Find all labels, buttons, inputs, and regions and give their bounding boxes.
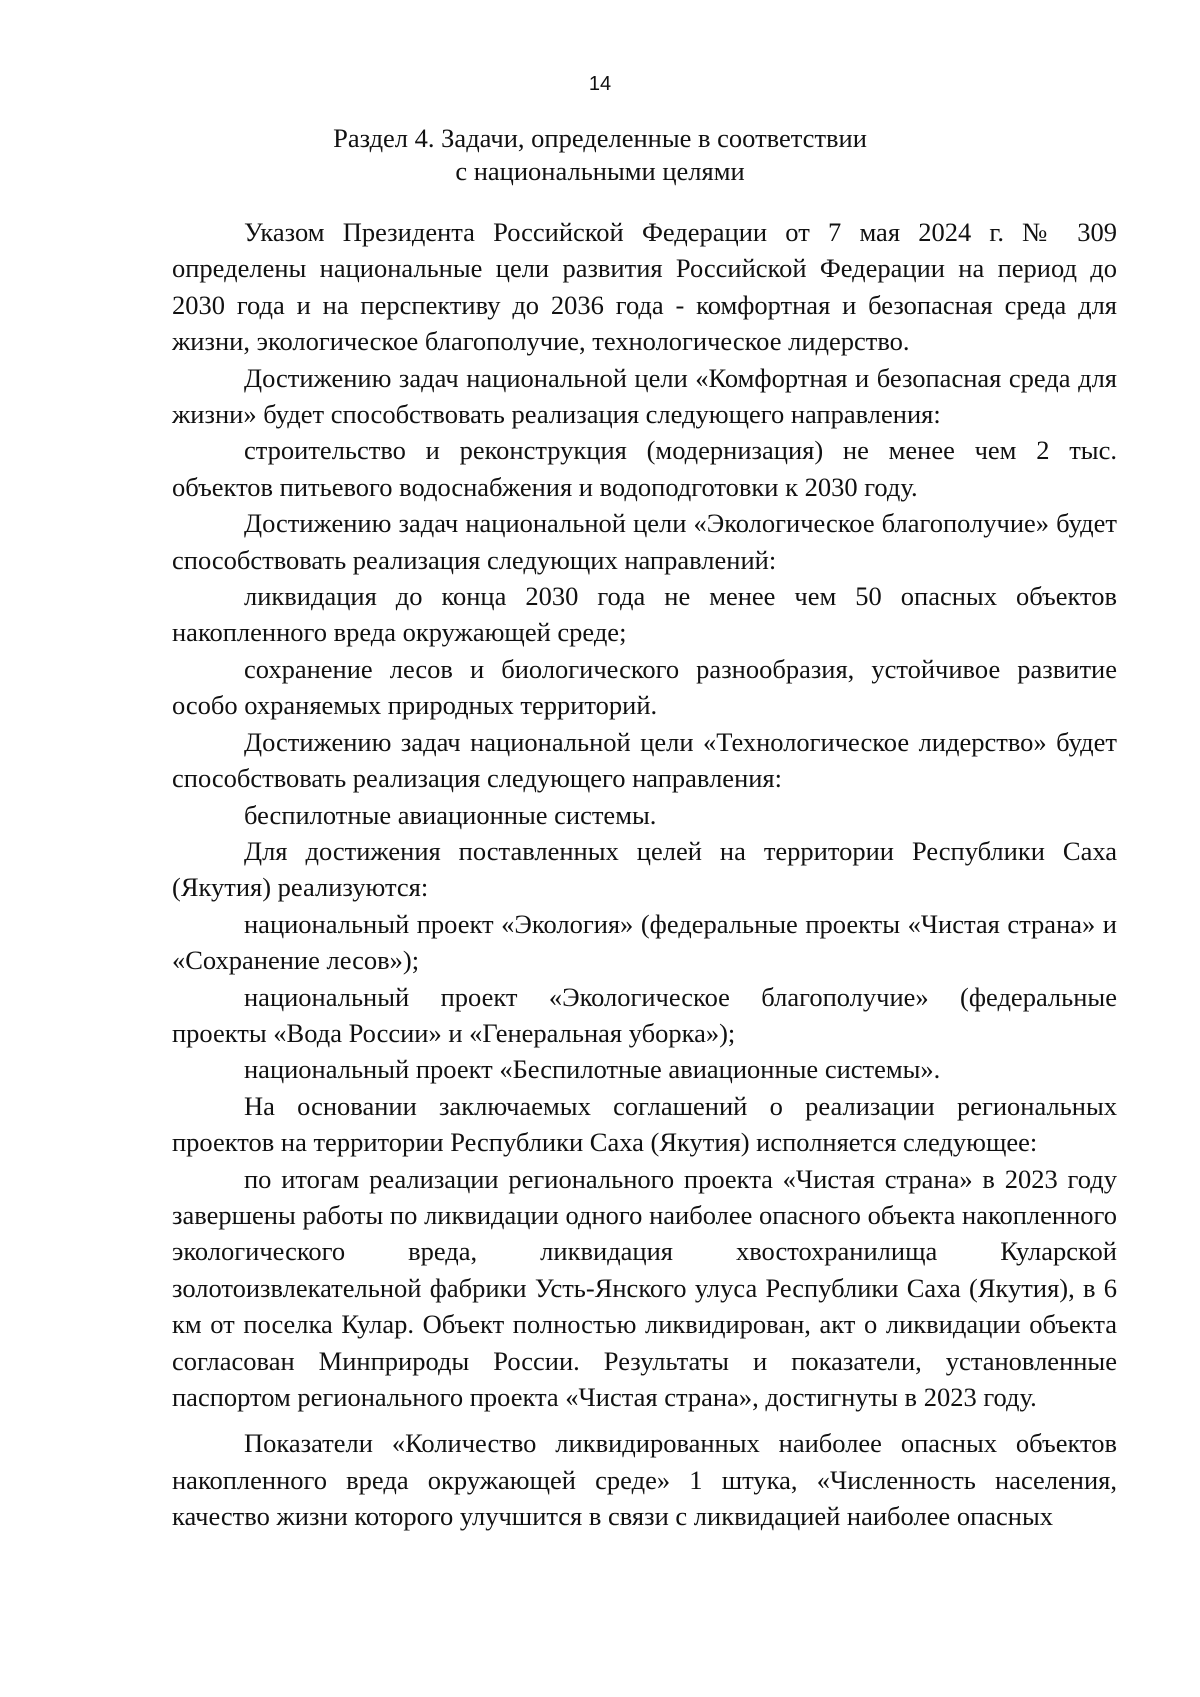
paragraph-indicators: Показатели «Количество ликвидированных наиболее опасных объектов накопленного вреда окружающей среде» 1 штука, «Численность населения, качество жизни которого улучшится в связи с ликвидацией наиболее опасных	[172, 1428, 1117, 1532]
section-heading	[0, 122, 1200, 188]
paragraph-technological-leadership: Достижению задач национальной цели «Технологическое лидерство» будет способствовать реализация следующего направления:	[172, 726, 1117, 794]
paragraph-project-ecological-wellbeing: национальный проект «Экологическое благополучие» (федеральные проекты «Вода России» и «Генеральная уборка»);	[172, 981, 1117, 1048]
paragraph-comfortable-environment: Достижению задач национальной цели «Комфортная и безопасная среда для жизни» будет способствовать реализация следующего направления:	[172, 362, 1117, 430]
section-heading-line-2: с национальными целями	[455, 156, 745, 186]
paragraph-liquidation: ликвидация до конца 2030 года не менее чем 50 опасных объектов накопленного вреда окружающей среде;	[172, 581, 1117, 648]
paragraph-ecological-wellbeing: Достижению задач национальной цели «Экологическое благополучие» будет способствовать реализация следующих направлений:	[172, 508, 1117, 575]
page-number: 14	[588, 73, 612, 95]
paragraph-clean-country-results: по итогам реализации регионального проекта «Чистая страна» в 2023 году завершены работы по ликвидации одного наиболее опасного объекта накопленного экологического вреда, ликвидация хвостохранилища Куларской золотоизвлекательной фабрики Усть-Янского улуса Республики Саха (Якутия), в 6 км от поселка Кулар. Объект полностью ликвидирован, акт о ликвидации объекта согласован Минприроды России. Результаты и показатели, установленные паспортом регионального проекта «Чистая страна», достигнуты в 2023 году.	[172, 1163, 1117, 1412]
section-heading-line-1: Раздел 4. Задачи, определенные в соответствии	[333, 123, 867, 153]
paragraph-project-unmanned: национальный проект «Беспилотные авиационные системы».	[244, 1054, 941, 1085]
paragraph-project-ecology: национальный проект «Экология» (федеральные проекты «Чистая страна» и «Сохранение лесов»);	[172, 908, 1117, 976]
paragraph-forest-preservation: сохранение лесов и биологического разнообразия, устойчивое развитие особо охраняемых природных территорий.	[172, 653, 1117, 721]
paragraph-decree: Указом Президента Российской Федерации от 7 мая 2024 г. № 309 определены национальные цели развития Российской Федерации на период до 2030 года и на перспективу до 2036 года - комфортная и безопасная среда для жизни, экологическое благополучие, технологическое лидерство.	[172, 217, 1117, 357]
paragraph-agreements: На основании заключаемых соглашений о реализации региональных проектов на территории Республики Саха (Якутия) исполняется следующее:	[172, 1090, 1117, 1158]
paragraph-water-supply: строительство и реконструкция (модернизация) не менее чем 2 тыс. объектов питьевого водоснабжения и водоподготовки к 2030 году.	[172, 435, 1117, 502]
paragraph-goals-yakutia: Для достижения поставленных целей на территории Республики Саха (Якутия) реализуются:	[172, 835, 1117, 903]
document-body	[172, 214, 1117, 1535]
paragraph-unmanned-systems: беспилотные авиационные системы.	[244, 799, 657, 830]
